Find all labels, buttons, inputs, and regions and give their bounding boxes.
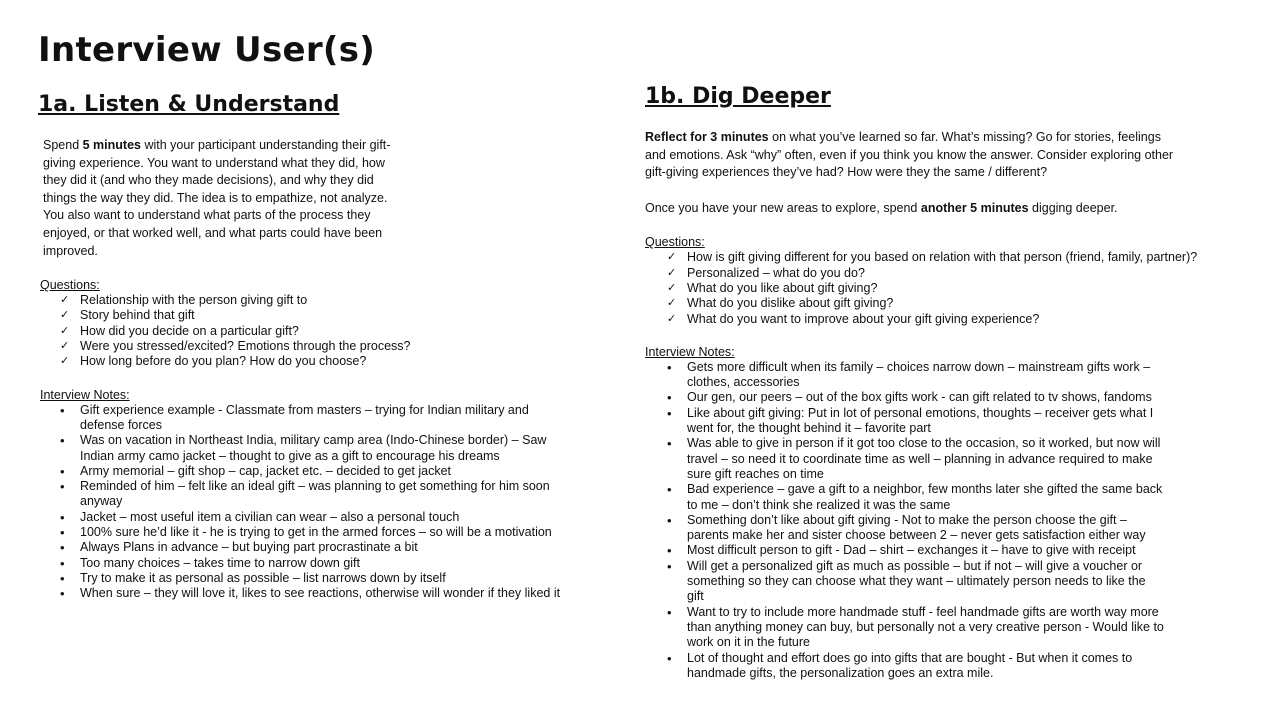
note-item: [38, 403, 568, 434]
notes-label-1a: Interview Notes:: [40, 387, 130, 402]
question-text: Story behind that gift: [80, 308, 195, 323]
question-text: How did you decide on a particular gift?: [80, 323, 299, 338]
question-item: [645, 281, 1205, 296]
notes-label-1b: Interview Notes:: [645, 344, 735, 359]
followup-text-bold: another 5 minutes: [920, 200, 1029, 215]
note-item: [38, 586, 568, 601]
bullet-icon: •: [60, 509, 65, 525]
bullet-icon: •: [60, 570, 65, 586]
check-icon: ✓: [667, 312, 677, 325]
intro-text-bold: 5 minutes: [82, 138, 141, 152]
check-icon: ✓: [60, 294, 70, 307]
followup-text-post: digging deeper.: [1028, 200, 1118, 215]
note-text: Our gen, our peers – out of the box gifts work - can gift related to tv shows, fandoms: [687, 390, 1152, 405]
question-item: [645, 266, 1205, 281]
question-list-1a: [38, 293, 598, 369]
bullet-icon: •: [667, 512, 672, 528]
note-text: Was able to give in person if it got too close to the occasion, so it worked, but now will travel – so need it to coordinate time as well – planning in advance required to make sure gift reaches on time: [687, 436, 1161, 481]
note-item: [645, 559, 1165, 605]
bullet-icon: •: [60, 463, 65, 479]
note-item: [38, 433, 568, 464]
note-item: [645, 543, 1165, 558]
check-icon: ✓: [60, 355, 70, 368]
note-item: [38, 464, 568, 479]
bullet-icon: •: [667, 405, 672, 421]
question-text: How is gift giving different for you based on relation with that person (friend, family, partner)?: [687, 250, 1198, 265]
question-text: How long before do you plan? How do you choose?: [80, 354, 367, 369]
note-text: Jacket – most useful item a civilian can wear – also a personal touch: [80, 509, 460, 524]
bullet-icon: •: [667, 482, 672, 498]
check-icon: ✓: [667, 297, 677, 310]
note-item: [645, 436, 1165, 482]
note-text: Lot of thought and effort does go into gifts that are bought - But when it comes to handmade gifts, the personalization goes an extra mile.: [687, 650, 1133, 680]
check-icon: ✓: [667, 251, 677, 264]
note-text: Too many choices – takes time to narrow down gift: [80, 555, 360, 570]
note-item: [645, 605, 1165, 651]
question-text: Personalized – what do you do?: [687, 265, 865, 280]
note-item: [645, 360, 1165, 391]
bullet-icon: •: [60, 525, 65, 541]
question-item: [38, 354, 598, 369]
note-text: When sure – they will love it, likes to see reactions, otherwise will wonder if they liked it: [80, 586, 561, 601]
bullet-icon: •: [60, 555, 65, 571]
note-text: Want to try to include more handmade stuff - feel handmade gifts are worth way more than anything money can buy, but personally not a very creative person - Would like to work on it in the future: [687, 604, 1164, 650]
bullet-icon: •: [60, 433, 65, 449]
check-icon: ✓: [60, 309, 70, 322]
bullet-icon: •: [60, 402, 65, 418]
note-item: [38, 525, 568, 540]
question-list-1b: [645, 250, 1205, 326]
note-text: Army memorial – gift shop – cap, jacket etc. – decided to get jacket: [80, 463, 452, 478]
note-text: Bad experience – gave a gift to a neighbor, few months later she gifted the same back to me – don’t think she realized it was the same: [687, 482, 1163, 512]
note-text: Something don’t like about gift giving - Not to make the person choose the gift – parents make her and sister choose between 2 – never gets satisfaction either way: [687, 512, 1146, 543]
note-text: Will get a personalized gift as much as possible – but if not – will give a voucher or something so they can choose what they want – ultimately person needs to like the gift: [687, 558, 1146, 604]
bullet-icon: •: [667, 604, 672, 620]
note-item: [38, 571, 568, 586]
question-item: [38, 293, 598, 308]
note-item: [645, 406, 1165, 437]
section-heading-1b: 1b. Dig Deeper: [645, 84, 831, 109]
intro-text-post: on what you’ve learned so far. What’s missing? Go for stories, feelings and emotions. Ask “why” often, even if you think you know the answer. Consider exploring other gift-giving experiences they’ve had? How were they the same / different?: [645, 130, 1174, 180]
intro-text-bold: Reflect for 3 minutes: [645, 130, 769, 144]
bullet-icon: •: [667, 543, 672, 559]
note-item: [38, 556, 568, 571]
question-text: What do you dislike about gift giving?: [687, 296, 894, 311]
page-title: Interview User(s): [38, 30, 376, 70]
question-text: What do you like about gift giving?: [687, 280, 878, 295]
question-text: What do you want to improve about your gift giving experience?: [687, 311, 1040, 326]
question-item: [645, 296, 1205, 311]
note-text: Most difficult person to gift - Dad – shirt – exchanges it – have to give with receipt: [687, 543, 1136, 558]
note-item: [38, 510, 568, 525]
question-text: Relationship with the person giving gift to: [80, 293, 308, 308]
followup-paragraph-1b: [645, 200, 1205, 218]
question-text: Were you stressed/excited? Emotions through the process?: [80, 339, 411, 354]
questions-label-1b: Questions:: [645, 235, 705, 250]
bullet-icon: •: [667, 390, 672, 406]
section-dig-deeper: [645, 84, 1205, 681]
note-text: Always Plans in advance – but buying part procrastinate a bit: [80, 540, 418, 555]
note-text: Reminded of him – felt like an ideal gift – was planning to get something for him soon anyway: [80, 479, 550, 509]
note-text: Gift experience example - Classmate from masters – trying for Indian military and defense forces: [80, 402, 529, 432]
bullet-icon: •: [667, 650, 672, 666]
section-heading-1a: 1a. Listen & Understand: [38, 92, 340, 117]
note-text: Was on vacation in Northeast India, military camp area (Indo-Chinese border) – Saw Indian army camo jacket – thought to give as a gift to encourage his dreams: [80, 433, 547, 463]
note-item: [38, 540, 568, 555]
intro-text-post: with your participant understanding their gift-giving experience. You want to understand what they did, how they did it (and who they made decisions), and why they did things the way they did. The idea is to empathize, not analyze. You also want to understand what parts of the process they enjoyed, or that worked well, and what parts could have been improved.: [43, 138, 391, 258]
notes-list-1b: [645, 360, 1165, 681]
note-item: [645, 390, 1165, 405]
check-icon: ✓: [667, 281, 677, 294]
note-item: [38, 479, 568, 510]
question-item: [38, 308, 598, 323]
question-item: [645, 312, 1205, 327]
check-icon: ✓: [60, 324, 70, 337]
note-text: Gets more difficult when its family – choices narrow down – mainstream gifts work – clothes, accessories: [687, 359, 1151, 390]
check-icon: ✓: [667, 266, 677, 279]
note-text: Like about gift giving: Put in lot of personal emotions, thoughts – receiver gets what I went for, the thought behind it – favorite part: [687, 405, 1154, 436]
note-text: 100% sure he’d like it - he is trying to get in the armed forces – so will be a motivation: [80, 525, 552, 540]
question-item: [645, 250, 1205, 265]
section-listen-understand: [38, 92, 598, 602]
question-item: [38, 339, 598, 354]
questions-label-1a: Questions:: [40, 278, 100, 293]
intro-paragraph-1b: [645, 129, 1185, 182]
bullet-icon: •: [60, 479, 65, 495]
note-item: [645, 482, 1165, 513]
note-text: Try to make it as personal as possible – list narrows down by itself: [80, 570, 446, 585]
bullet-icon: •: [667, 436, 672, 452]
bullet-icon: •: [60, 540, 65, 556]
bullet-icon: •: [667, 558, 672, 574]
followup-text-pre: Once you have your new areas to explore, spend: [645, 200, 921, 215]
intro-text-pre: Spend: [43, 138, 83, 152]
intro-paragraph-1a: [43, 137, 405, 260]
note-item: [645, 513, 1165, 544]
note-item: [645, 651, 1165, 682]
notes-list-1a: [38, 403, 568, 602]
check-icon: ✓: [60, 340, 70, 353]
bullet-icon: •: [60, 586, 65, 602]
bullet-icon: •: [667, 359, 672, 375]
question-item: [38, 324, 598, 339]
